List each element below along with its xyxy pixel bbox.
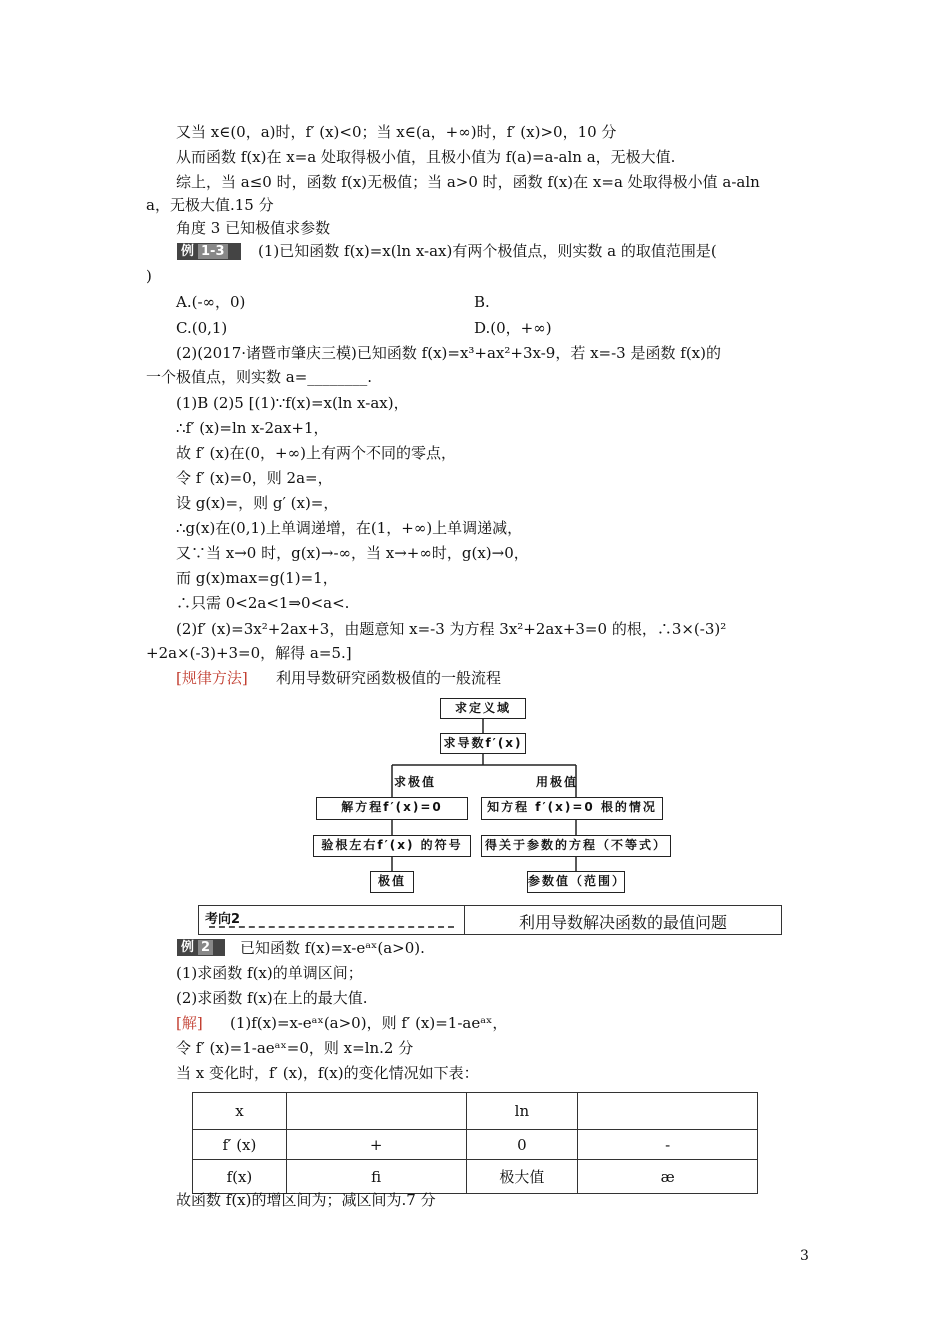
option-b: B.: [474, 293, 490, 311]
text-line: ∴f′ (x)=ln x-2ax+1，: [176, 419, 329, 437]
variation-table: [192, 1092, 758, 1194]
flow-check: 验根左右f′(x) 的符号: [313, 835, 471, 857]
table-row: [193, 1093, 758, 1130]
section-heading: 角度 3 已知极值求参数: [176, 219, 331, 237]
text-line: (1)f(x)=x-eᵃˣ(a>0)，则 f′ (x)=1-aeᵃˣ，: [230, 1014, 508, 1032]
text-line: 当 x 变化时，f′ (x)，f(x)的变化情况如下表：: [176, 1064, 479, 1082]
text-line: (2)f′ (x)=3x²+2ax+3，由题意知 x=-3 为方程 3x²+2ax+3=0 的根，∴3×(-3)²: [176, 620, 727, 638]
page-number: 3: [800, 1248, 809, 1264]
text-line: (1)已知函数 f(x)=x(ln x-ax)有两个极值点，则实数 a 的取值范围是(: [258, 242, 717, 260]
example-label: 例: [181, 244, 195, 259]
text-line: (1)求函数 f(x)的单调区间；: [176, 964, 363, 982]
flow-branch-left: 求极值: [394, 775, 437, 789]
kaoxiang-header: [198, 905, 782, 935]
flow-extreme: 极值: [370, 871, 414, 893]
example-tag: [177, 939, 225, 956]
text-line: 令 f′ (x)=0，则 2a=，: [176, 469, 333, 487]
solution-tag: [解]: [176, 1014, 203, 1032]
text-line: (2)求函数 f(x)在上的最大值.: [176, 989, 368, 1007]
flow-branch-right: 用极值: [536, 775, 579, 789]
table-row: [193, 1160, 758, 1194]
flow-know: 知方程 f′(x)=0 根的情况: [481, 797, 663, 820]
text-line: ∴只需 0<2a<1⇒0<a<.: [176, 594, 350, 612]
option-a: A.(-∞，0): [176, 293, 246, 311]
table-cell: ln: [466, 1093, 578, 1130]
table-row: [193, 1130, 758, 1160]
table-cell: ﬁ: [286, 1160, 466, 1194]
text-line: ∴g(x)在(0,1)上单调递增，在(1，+∞)上单调递减，: [176, 519, 523, 537]
table-cell: -: [578, 1130, 758, 1160]
table-cell: 0: [466, 1130, 578, 1160]
table-cell: æ: [578, 1160, 758, 1194]
text-line: a，无极大值.15 分: [146, 196, 274, 214]
text-line: 综上，当 a≤0 时，函数 f(x)无极值；当 a>0 时，函数 f(x)在 x=a 处取得极小值 a-aln: [176, 173, 760, 191]
text-line: 从而函数 f(x)在 x=a 处取得极小值，且极小值为 f(a)=a-aln a，无极大值.: [176, 148, 676, 166]
text-line: (2)(2017·诸暨市肇庆三模)已知函数 f(x)=x³+ax²+3x-9，若 x=-3 是函数 f(x)的: [176, 344, 721, 362]
flow-domain: 求定义域: [440, 698, 526, 719]
kaoxiang-dash: [209, 926, 454, 928]
kaoxiang-title: 利用导数解决函数的最值问题: [518, 913, 727, 932]
text-line: 令 f′ (x)=1-aeᵃˣ=0，则 x=ln.2 分: [176, 1039, 414, 1057]
table-cell: x: [193, 1093, 287, 1130]
option-d: D.(0，+∞): [474, 319, 552, 337]
method-tag: [规律方法]: [176, 669, 248, 687]
table-cell: f(x): [193, 1160, 287, 1194]
table-cell: +: [286, 1130, 466, 1160]
flow-equation: 得关于参数的方程（不等式）: [481, 835, 671, 857]
text-line: 又∵当 x→0 时，g(x)→-∞，当 x→+∞时，g(x)→0，: [176, 544, 529, 562]
option-c: C.(0,1): [176, 319, 228, 337]
kaoxiang-left: [199, 906, 465, 934]
table-cell: 极大值: [466, 1160, 578, 1194]
text-line: 故函数 f(x)的增区间为；减区间为.7 分: [176, 1191, 436, 1209]
text-line: 而 g(x)max=g(1)=1，: [176, 569, 338, 587]
flow-param: 参数值（范围）: [527, 871, 625, 893]
text-line: (1)B (2)5 [(1)∵f(x)=x(ln x-ax)，: [176, 394, 409, 412]
example-number: 1-3: [198, 244, 228, 259]
flow-solve: 解方程f′(x)=0: [316, 797, 468, 820]
example-number: 2: [198, 940, 213, 955]
table-cell: [286, 1093, 466, 1130]
method-title: 利用导数研究函数极值的一般流程: [276, 669, 502, 687]
example-label: 例: [181, 940, 195, 955]
text-line: 设 g(x)=，则 g′ (x)=，: [176, 494, 339, 512]
text-line: 已知函数 f(x)=x-eᵃˣ(a>0).: [240, 939, 425, 957]
text-line: ): [146, 267, 152, 285]
table-cell: f′ (x): [193, 1130, 287, 1160]
text-line: +2a×(-3)+3=0，解得 a=5.]: [146, 644, 352, 662]
kaoxiang-label: 考向2: [205, 912, 241, 927]
table-cell: [578, 1093, 758, 1130]
text-line: 一个极值点，则实数 a=________.: [146, 368, 373, 386]
text-line: 又当 x∈(0，a)时，f′ (x)<0；当 x∈(a，+∞)时，f′ (x)>0，10 分: [176, 123, 617, 141]
text-line: 故 f′ (x)在(0，+∞)上有两个不同的零点，: [176, 444, 456, 462]
flow-derivative: 求导数f′(x): [440, 733, 526, 754]
